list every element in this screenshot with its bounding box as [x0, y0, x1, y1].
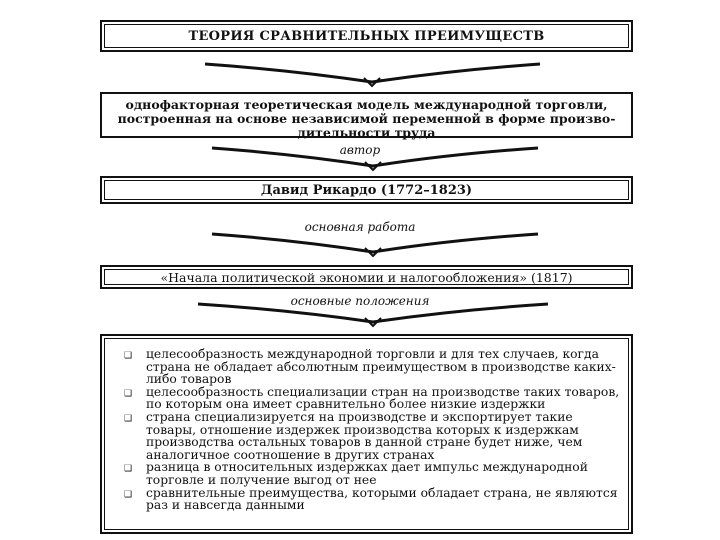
- link-label-author: автор: [339, 143, 381, 157]
- author-name: Давид Рикардо (1772–1823): [260, 183, 473, 198]
- main-points-list: [124, 348, 621, 512]
- checkbox-bullet-icon: ❑: [124, 489, 133, 500]
- main-work-title: «Начала политической экономии и налогообложения» (1817): [160, 270, 573, 285]
- checkbox-bullet-icon: ❑: [124, 388, 133, 399]
- model-line-1: однофакторная теоретическая модель международной торговли,: [125, 97, 608, 112]
- model-line-2: построенная на основе независимой переменной в форме произво-: [117, 111, 616, 126]
- link-label-main-work: основная работа: [304, 220, 416, 234]
- point-text: страна специализируется на производстве и экспортирует такие товары, отношение издержек производства которых к издержкам производства остальных товаров в данной стране будет ниже, чем аналогичное соотношение в других странах: [146, 409, 583, 462]
- list-item: [124, 487, 621, 512]
- point-text: сравнительные преимущества, которыми обладает страна, не являются раз и навсегда данными: [146, 485, 618, 513]
- link-label-main-points: основные положения: [290, 294, 430, 308]
- arrow-title-to-model: [0, 58, 720, 90]
- point-text: разница в относительных издержках дает импульс международной торговле и получение выгод от нее: [146, 460, 588, 487]
- author-box: [100, 176, 633, 204]
- point-text: целесообразность специализации стран на производстве таких товаров, по которым она имеет сравнительно более низкие издержки: [146, 384, 620, 412]
- list-item: [124, 411, 621, 461]
- checkbox-bullet-icon: ❑: [124, 351, 133, 361]
- theory-title: ТЕОРИЯ СРАВНИТЕЛЬНЫХ ПРЕИМУЩЕСТВ: [188, 29, 545, 44]
- model-description-box: [100, 92, 633, 138]
- point-text: целесообразность международной торговли и для тех случаев, когда страна не обладает абсолютным преимуществом в производстве каких-либо товаров: [146, 347, 616, 387]
- main-work-box: [100, 265, 633, 289]
- list-item: [124, 386, 621, 411]
- list-item: [124, 348, 621, 386]
- list-item: [124, 461, 621, 486]
- main-points-box: [100, 334, 633, 534]
- theory-title-box: [100, 20, 633, 52]
- checkbox-bullet-icon: ❑: [124, 464, 133, 475]
- checkbox-bullet-icon: ❑: [124, 413, 133, 424]
- model-line-3: дительности труда: [297, 125, 436, 140]
